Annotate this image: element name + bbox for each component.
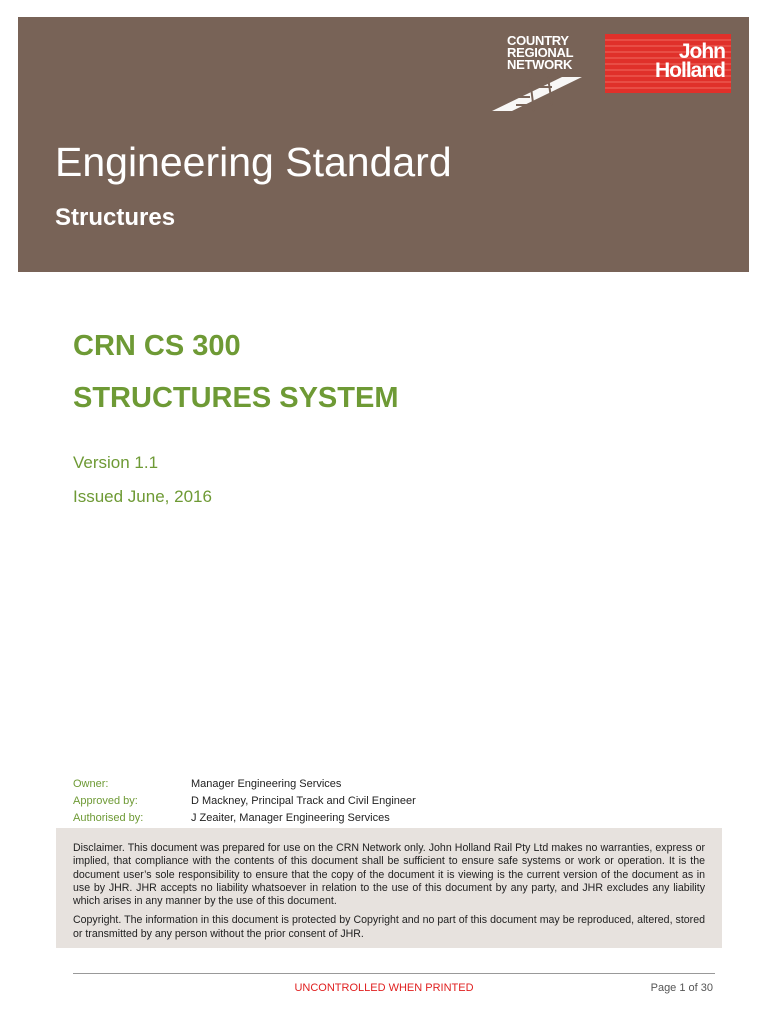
crn-logo — [490, 35, 585, 113]
disclaimer-text: Disclaimer. This document was prepared for use on the CRN Network only. John Holland Rail Pty Ltd makes no warranties, express or implied, that compliance with the contents of this document shall be sufficient to ensure safe systems or work or operation. It is the document user’s sole responsibility to ensure that the copy of the document it is viewing is the current version of the document as in use by JHR. JHR accepts no liability whatsoever in relation to the use of this document by any party, and JHR excludes any liability which arises in any manner by the use of this document. — [73, 842, 705, 908]
crn-logo-text: COUNTRY REGIONAL NETWORK — [507, 33, 574, 72]
approval-row-owner — [73, 776, 416, 793]
disclaimer-box — [56, 828, 722, 948]
approvals-table — [73, 776, 416, 827]
document-title: Engineering Standard — [55, 139, 452, 185]
standard-name: STRUCTURES SYSTEM — [73, 382, 399, 414]
john-holland-logo-text: John Holland — [655, 40, 725, 82]
approval-row-authorised — [73, 810, 416, 827]
approval-value: D Mackney, Principal Track and Civil Engineer — [191, 795, 416, 807]
footer-divider — [73, 973, 715, 974]
approval-row-approved — [73, 793, 416, 810]
uncontrolled-notice: UNCONTROLLED WHEN PRINTED — [294, 982, 474, 994]
version-label: Version 1.1 — [73, 453, 159, 472]
standard-code: CRN CS 300 — [73, 330, 241, 362]
copyright-text: Copyright. The information in this document is protected by Copyright and no part of this document may be reproduced, altered, stored or transmitted by any person without the prior consent of JHR. — [73, 914, 705, 940]
rail-tracks-icon — [490, 75, 585, 113]
approval-label: Approved by: — [73, 795, 138, 807]
issue-date: Issued June, 2016 — [73, 487, 212, 506]
approval-value: J Zeaiter, Manager Engineering Services — [191, 812, 390, 824]
approval-label: Owner: — [73, 778, 109, 790]
john-holland-logo — [605, 34, 731, 93]
document-subtitle: Structures — [55, 204, 176, 231]
page-number: Page 1 of 30 — [650, 982, 713, 994]
approval-label: Authorised by: — [73, 812, 144, 824]
approval-value: Manager Engineering Services — [191, 778, 342, 790]
